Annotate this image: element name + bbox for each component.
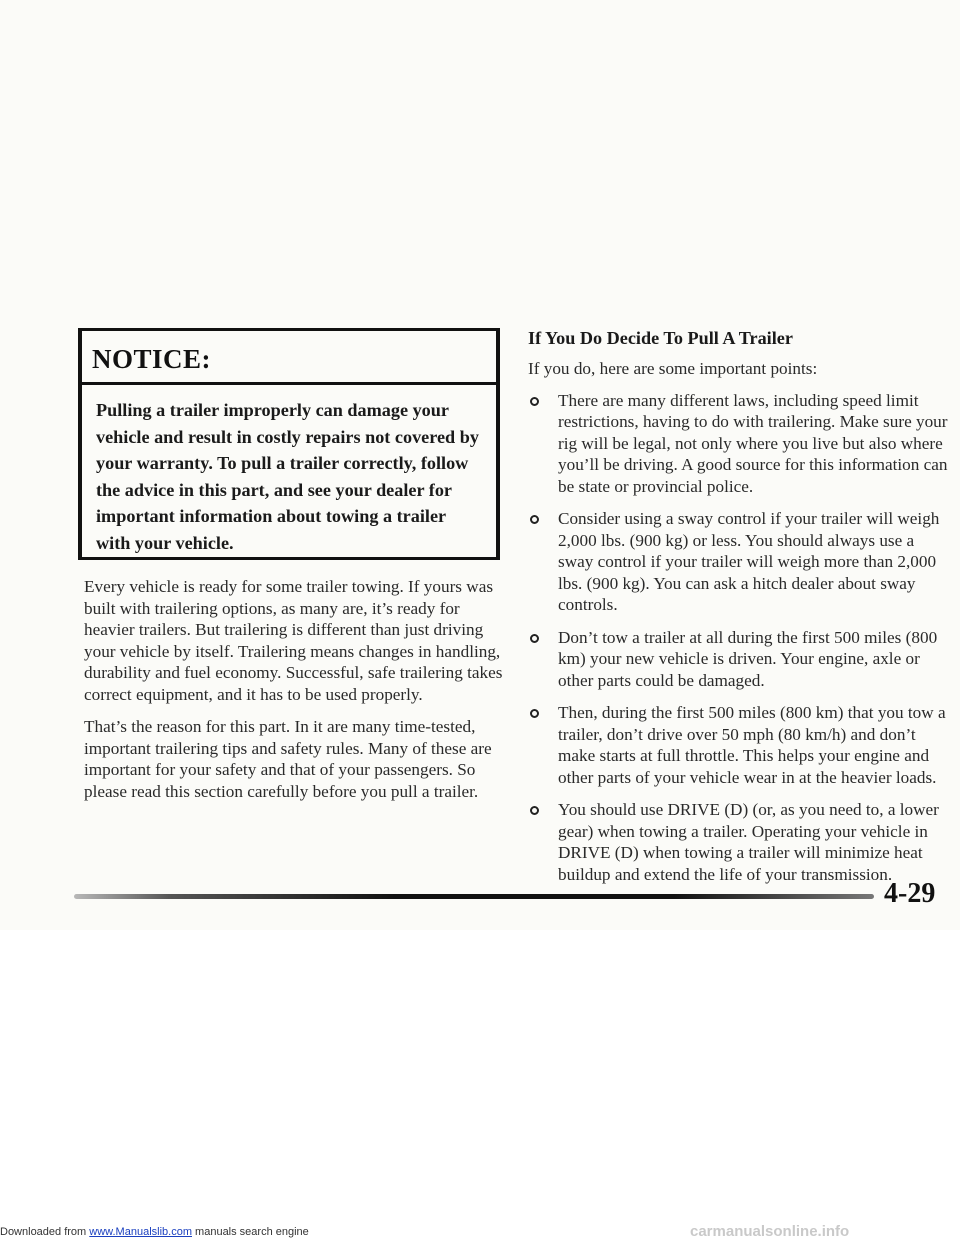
notice-title: NOTICE: [82,331,496,385]
bullet-icon [530,634,539,643]
list-item-text: Consider using a sway control if your trailer will weigh 2,000 lbs. (900 kg) or less. You should always use a sway control if your trailer will weigh more than 2,000 lbs. (900 kg). You can ask a hitch dealer about sway controls. [558,509,940,614]
list-item-text: Don’t tow a trailer at all during the first 500 miles (800 km) your new vehicle is driven. Your engine, axle or other parts could be damaged. [558,627,938,690]
download-banner [0,1226,309,1238]
list-item-text: Then, during the first 500 miles (800 km) that you tow a trailer, don’t drive over 50 mph (80 km/h) and don’t make starts at full throttle. This helps your engine and other parts of your vehicle wear in at the heavier loads. [558,703,946,787]
list-item [528,799,948,885]
list-item-text: You should use DRIVE (D) (or, as you need to, a lower gear) when towing a trailer. Operating your vehicle in DRIVE (D) when towing a trailer will minimize heat buildup and extend the life of your transmission. [558,800,939,884]
watermark: carmanualsonline.info [690,1223,850,1240]
bullet-icon [530,806,539,815]
right-column [528,326,948,896]
page-number: 4-29 [884,878,936,909]
paragraph-intro: Every vehicle is ready for some trailer towing. If yours was built with trailering options, as many are, it’s ready for heavier trailers. But trailering is different than just driving your vehicle by itself. Trailering means changes in handling, durability and fuel economy. Successful, safe trailering takes correct equipment, and it has to be used properly. [84,577,503,704]
list-item [528,627,948,692]
notice-box [78,328,500,560]
paragraph-reason: That’s the reason for this part. In it are many time-tested, important trailering tips and safety rules. Many of these are important for your safety and that of your passengers. So please read this section carefully before you pull a trailer. [84,717,492,801]
left-column [84,576,504,813]
banner-suffix: manuals search engine [195,1226,309,1238]
banner-prefix: Downloaded from [0,1226,87,1238]
bullet-icon [530,709,539,718]
bullet-list [528,390,948,886]
notice-body: Pulling a trailer improperly can damage your vehicle and result in costly repairs not covered by your warranty. To pull a trailer correctly, follow the advice in this part, and see your dealer for important information about towing a trailer with your vehicle. [96,400,479,553]
footer-rule [74,894,874,899]
section-intro: If you do, here are some important points: [528,359,818,378]
list-item [528,390,948,498]
bullet-icon [530,515,539,524]
list-item-text: There are many different laws, including speed limit restrictions, having to do with trailering. Make sure your rig will be legal, not only where you live but also where you’ll be driving. A good source for this information can be state or provincial police. [558,390,948,496]
list-item [528,702,948,788]
list-item [528,508,948,616]
bullet-icon [530,397,539,406]
manualslib-link[interactable]: www.Manualslib.com [89,1226,192,1238]
section-heading: If You Do Decide To Pull A Trailer [528,328,793,348]
